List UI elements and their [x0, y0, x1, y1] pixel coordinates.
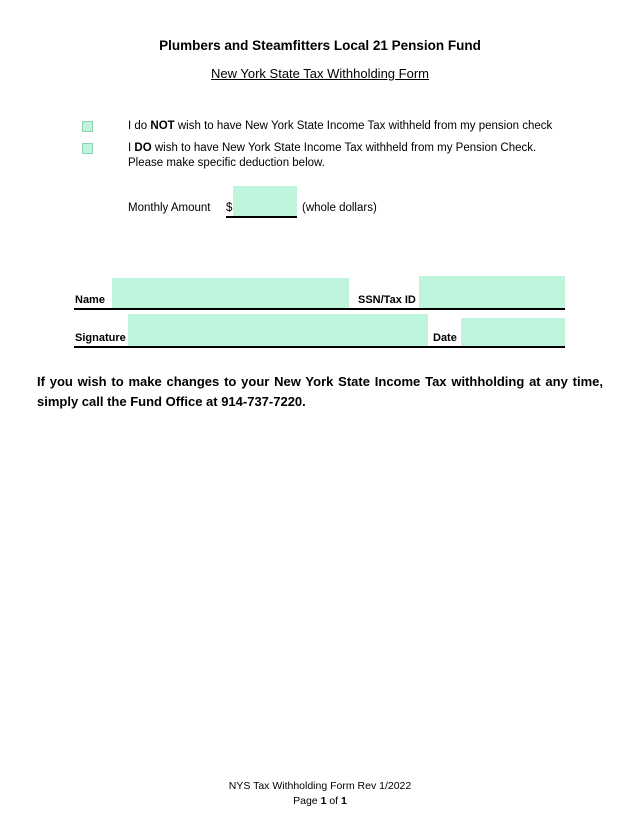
ssn-field[interactable]	[419, 276, 565, 308]
whole-dollars-note: (whole dollars)	[302, 202, 377, 214]
change-notice: If you wish to make changes to your New York State Income Tax withholding at any time, simply call the Fund Office at 914-737-7220.	[37, 374, 603, 409]
monthly-amount-label: Monthly Amount	[128, 202, 211, 214]
opt-out-text: I do NOT wish to have New York State Income Tax withheld from my pension check	[128, 120, 553, 132]
ssn-label: SSN/Tax ID	[358, 294, 416, 306]
form-subtitle-text: New York State Tax Withholding Form	[211, 66, 429, 81]
opt-in-line-1: I DO wish to have New York State Income Tax withheld from my Pension Check.	[128, 142, 537, 154]
name-label: Name	[75, 294, 105, 306]
name-field[interactable]	[112, 278, 349, 308]
date-label: Date	[433, 332, 457, 344]
opt-in-checkbox[interactable]	[82, 143, 93, 154]
footer-page-number: Page 1 of 1	[293, 795, 347, 807]
monthly-amount-field[interactable]	[233, 186, 297, 216]
form-title: Plumbers and Steamfitters Local 21 Pension Fund	[159, 38, 481, 53]
opt-in-text	[128, 141, 536, 171]
opt-out-emphasis: NOT	[150, 120, 175, 132]
signature-label: Signature	[75, 332, 126, 344]
signature-field[interactable]	[128, 314, 428, 346]
footer-form-rev: NYS Tax Withholding Form Rev 1/2022	[228, 780, 412, 792]
signature-date-rule	[74, 346, 565, 348]
date-field[interactable]	[461, 318, 565, 346]
form-subtitle	[0, 66, 640, 81]
opt-in-line-2: Please make specific deduction below.	[128, 157, 325, 169]
name-ssn-rule	[74, 308, 565, 310]
opt-in-emphasis: DO	[134, 142, 152, 154]
currency-symbol: $	[226, 202, 233, 214]
opt-out-checkbox[interactable]	[82, 121, 93, 132]
monthly-amount-underline	[226, 216, 297, 218]
